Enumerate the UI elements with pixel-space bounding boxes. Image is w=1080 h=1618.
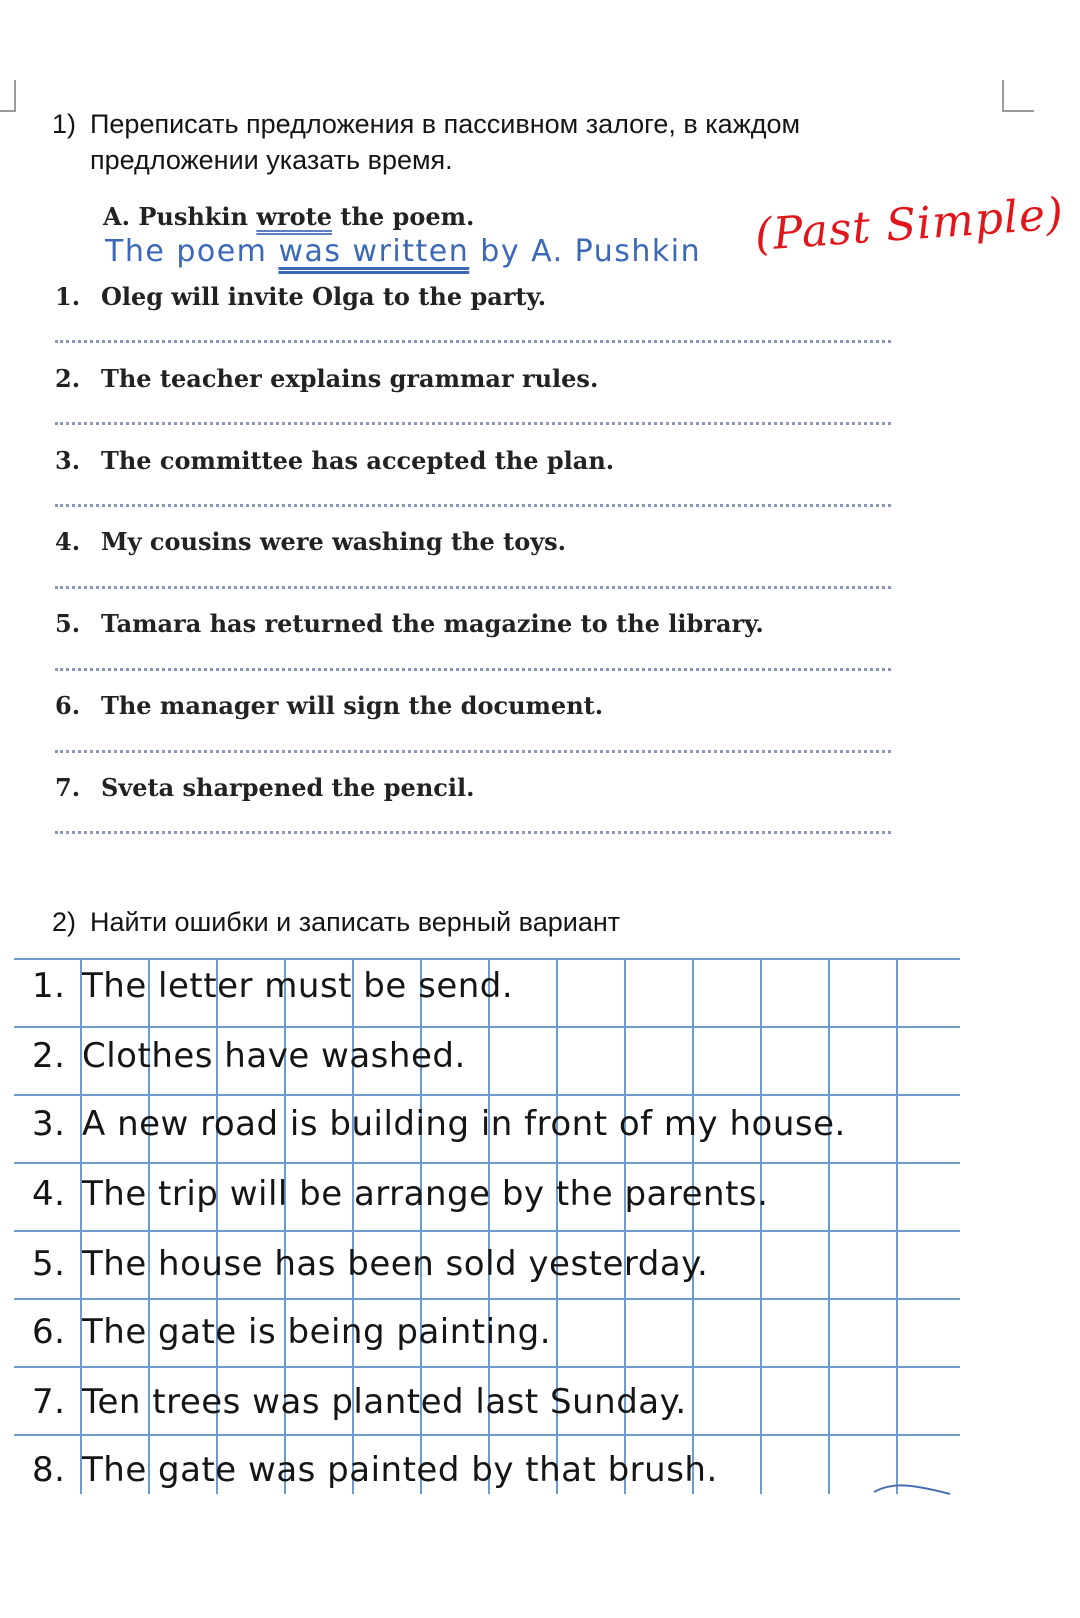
- task1-sentence-4: 4. My cousins were washing the toys.: [55, 527, 567, 556]
- example-prefix: A. Pushkin: [103, 202, 257, 231]
- task2-sentence-7: 7. Ten trees was planted last Sunday.: [32, 1382, 687, 1422]
- answer-dotted-line[interactable]: [55, 504, 891, 507]
- task2-instruction: Найти ошибки и записать верный вариант: [90, 907, 621, 937]
- example-verb: wrote: [256, 202, 333, 231]
- task1-sentence-6: 6. The manager will sign the document.: [55, 691, 604, 720]
- task2-sentence-4: 4. The trip will be arrange by the parents.: [32, 1174, 769, 1214]
- task1-heading: [52, 106, 952, 178]
- task2-sentence-5: 5. The house has been sold yesterday.: [32, 1244, 709, 1284]
- handwritten-tense-note: (Past Simple): [753, 188, 1066, 261]
- task1-sentence-3: 3. The committee has accepted the plan.: [55, 446, 615, 475]
- task1-sentence-7: 7. Sveta sharpened the pencil.: [55, 773, 475, 802]
- page-corner-mark-left: [0, 80, 16, 112]
- task1-sentence-5: 5. Tamara has returned the magazine to the library.: [55, 609, 764, 638]
- task1-instruction: Переписать предложения в пассивном залоге, в каждом предложении указать время.: [90, 109, 801, 175]
- example-answer: [105, 234, 701, 269]
- answer-verb: was written: [278, 234, 470, 269]
- task1-sentence-1: 1. Oleg will invite Olga to the party.: [55, 282, 547, 311]
- answer-dotted-line[interactable]: [55, 668, 891, 671]
- answer-dotted-line[interactable]: [55, 422, 891, 425]
- answer-dotted-line[interactable]: [55, 750, 891, 753]
- task1-number: 1): [52, 109, 77, 139]
- task1-sentence-2: 2. The teacher explains grammar rules.: [55, 364, 599, 393]
- pen-scribble-mark: [872, 1482, 952, 1496]
- example-sentence: [103, 202, 474, 231]
- task2-sentence-8: 8. The gate was painted by that brush.: [32, 1450, 718, 1490]
- task2-sentence-3: 3. A new road is building in front of my house.: [32, 1104, 846, 1144]
- page-corner-mark-right: [1002, 80, 1034, 112]
- task2-sentence-1: 1. The letter must be send.: [32, 966, 514, 1006]
- answer-suffix: by A. Pushkin: [469, 234, 702, 269]
- answer-dotted-line[interactable]: [55, 831, 891, 834]
- answer-dotted-line[interactable]: [55, 340, 891, 343]
- answer-dotted-line[interactable]: [55, 586, 891, 589]
- example-suffix: the poem.: [332, 202, 475, 231]
- task2-heading: [52, 904, 952, 940]
- task2-sentence-6: 6. The gate is being painting.: [32, 1312, 551, 1352]
- task2-sentence-2: 2. Clothes have washed.: [32, 1036, 466, 1076]
- task2-number: 2): [52, 907, 77, 937]
- answer-prefix: The poem: [105, 234, 279, 269]
